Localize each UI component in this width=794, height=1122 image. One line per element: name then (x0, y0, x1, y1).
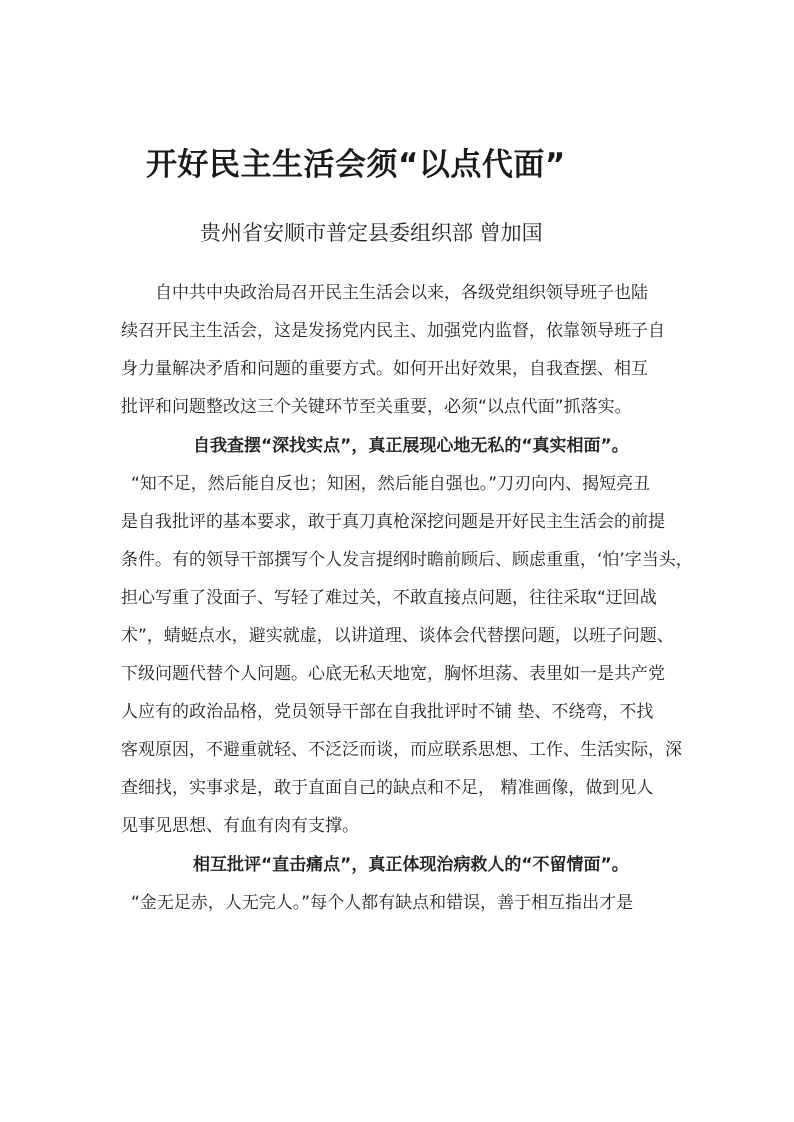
document-title: 开好民主生活会须“以点代面” (146, 147, 566, 183)
section-heading: 相互批评“直击痛点”，真正体现治病救人的“不留情面”。 (193, 855, 629, 875)
section-heading: 自我查摆“深找实点”，真正展现心地无私的“真实相面”。 (193, 436, 629, 456)
paragraph-line: 批评和问题整改这三个关键环节至关重要，必须“以点代面”抓落实。 (121, 397, 632, 417)
paragraph-line: “知不足，然后能自反也；知困，然后能自强也。”刀刃向内、揭短亮丑 (131, 474, 651, 494)
author-byline: 贵州省安顺市普定县委组织部 曾加国 (200, 221, 543, 245)
paragraph-line: 下级问题代替个人问题。心底无私天地宽，胸怀坦荡、表里如一是共产党 (121, 664, 665, 684)
paragraph-line: 人应有的政治品格，党员领导干部在自我批评时不铺 垫、不绕弯，不找 (121, 702, 654, 722)
paragraph-line: 术”，蜻蜓点水，避实就虚，以讲道理、谈体会代替摆问题，以班子问题、 (121, 626, 674, 646)
paragraph-line: 查细找，实事求是，敢于直面自己的缺点和不足， 精准画像，做到见人 (121, 778, 654, 798)
paragraph-line: 自中共中央政治局召开民主生活会以来，各级党组织领导班子也陆 (155, 283, 648, 303)
paragraph-line: 见事见思想、有血有肉有支撑。 (121, 816, 359, 836)
paragraph-line: 身力量解决矛盾和问题的重要方式。如何开出好效果，自我查摆、相互 (121, 359, 648, 379)
paragraph-line: 担心写重了没面子、写轻了难过关，不敢直接点问题，往往采取“迂回战 (121, 588, 657, 608)
paragraph-line: 是自我批评的基本要求，敢于真刀真枪深挖问题是开好民主生活会的前提 (121, 512, 665, 532)
paragraph-line: 条件。有的领导干部撰写个人发言提纲时瞻前顾后、顾虑重重，‘怕’字当头， (121, 550, 693, 570)
paragraph-line: 客观原因，不避重就轻、不泛泛而谈，而应联系思想、工作、生活实际，深 (121, 740, 682, 760)
paragraph-line: 续召开民主生活会，这是发扬党内民主、加强党内监督，依靠领导班子自 (121, 321, 665, 341)
paragraph-line: “金无足赤，人无完人。”每个人都有缺点和错误，善于相互指出才是 (131, 893, 634, 913)
